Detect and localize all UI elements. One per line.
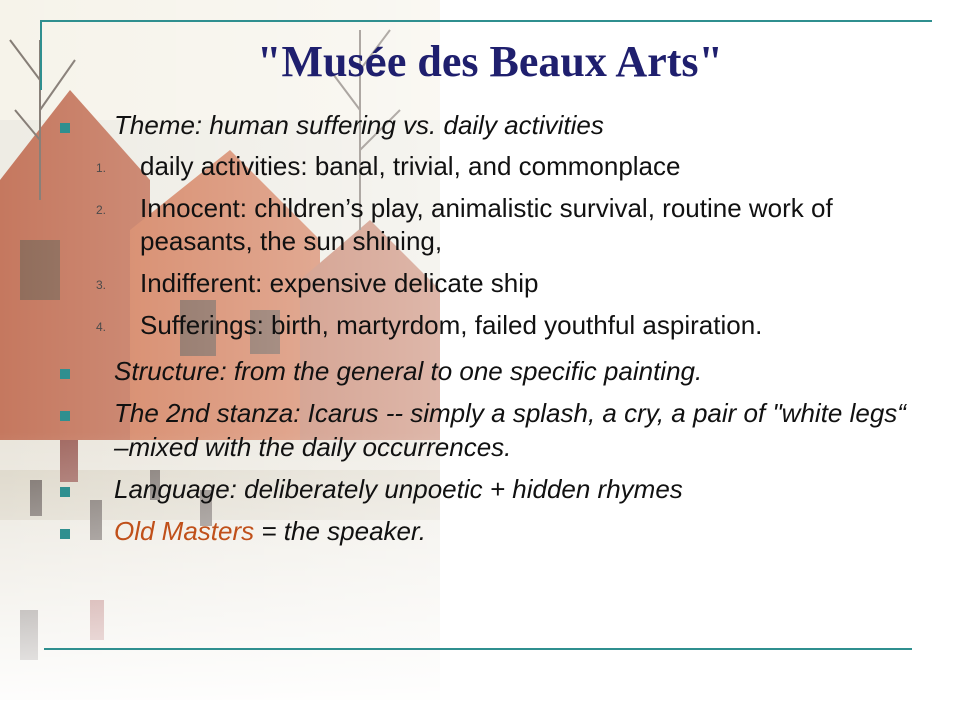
bullet-old-masters [60, 514, 920, 548]
title-prefix: "Mus [257, 37, 365, 86]
bottom-rule [44, 648, 912, 650]
bullet-text: The 2nd stanza: Icarus -- simply a splash, a cry, a pair of "white legs“ –mixed with the daily occurrences. [114, 398, 906, 462]
bullet-structure [60, 354, 920, 388]
sub-item-text: Sufferings: birth, martyrdom, failed youthful aspiration. [140, 310, 763, 340]
bullet-text: = the speaker. [254, 516, 426, 546]
bullet-text: Language: deliberately unpoetic + hidden rhymes [114, 474, 683, 504]
sub-item-number: 2. [96, 203, 107, 217]
old-masters-highlight: Old Masters [114, 516, 255, 546]
sub-item-text: Indifferent: expensive delicate ship [140, 268, 539, 298]
bullet-theme [60, 108, 920, 142]
sub-item-number: 1. [96, 161, 107, 175]
slide-title [190, 38, 790, 86]
square-bullet-icon [60, 487, 70, 497]
sub-item-number: 3. [96, 278, 107, 292]
sub-item-2 [60, 192, 920, 258]
square-bullet-icon [60, 123, 70, 133]
sub-item-1 [60, 150, 920, 183]
bullet-text: Theme: human suffering vs. daily activities [114, 110, 604, 140]
sub-item-text: Innocent: children’s play, animalistic survival, routine work of peasants, the sun shining, [140, 193, 833, 256]
sub-item-number: 4. [96, 320, 107, 334]
sub-item-4 [60, 309, 920, 342]
title-suffix: e des Beaux Arts" [386, 37, 723, 86]
title-accent-letter: é [364, 41, 387, 85]
square-bullet-icon [60, 369, 70, 379]
sub-item-3 [60, 267, 920, 300]
top-rule [40, 20, 932, 22]
bullet-language [60, 472, 920, 506]
sub-item-text: daily activities: banal, trivial, and commonplace [140, 151, 681, 181]
bullet-text: Structure: from the general to one specific painting. [114, 356, 703, 386]
square-bullet-icon [60, 411, 70, 421]
bullet-second-stanza [60, 396, 920, 464]
bullet-list [60, 108, 920, 548]
square-bullet-icon [60, 529, 70, 539]
left-rule [40, 20, 42, 90]
